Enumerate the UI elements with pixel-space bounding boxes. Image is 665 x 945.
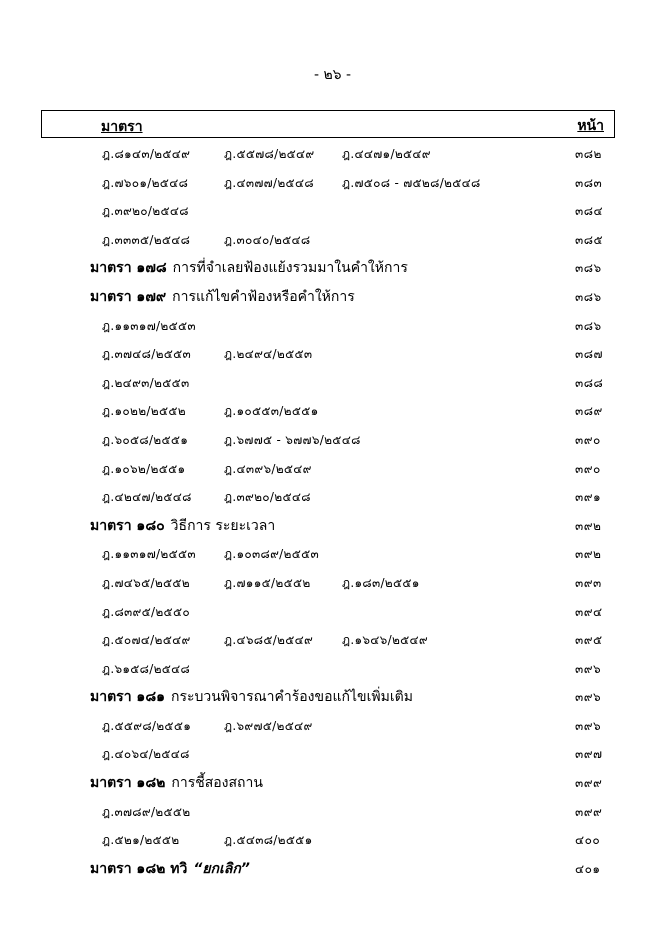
case-citation: ฎ.๖๑๕๘/๒๕๔๘ [102,661,191,676]
page-reference: ๓๙๖ [575,718,602,733]
case-citation: ฎ.๗๖๐๑/๒๕๔๘ [102,175,189,190]
page-reference: ๓๙๗ [575,747,603,762]
section-description: การที่จำเลยฟ้องแย้งรวมมาในคำให้การ [172,260,408,277]
case-citation: ฎ.๗๑๑๕/๒๕๕๒ [224,575,311,590]
case-citation: ฎ.๔๓๗๗/๒๕๔๘ [224,175,314,190]
page-reference: ๓๙๑ [575,490,602,505]
case-citation: ฎ.๓๗๘๙/๒๕๕๒ [102,804,191,819]
case-citation: ฎ.๑๐๖๒/๒๕๕๑ [102,461,186,476]
page-reference: ๓๘๗ [575,347,603,362]
section-heading-row [0,854,665,883]
section-description: การแก้ไขคำฟ้องหรือคำให้การ [172,288,355,305]
citation-row [0,396,665,425]
page-number: - ๒๖ - [313,67,352,83]
case-citation: ฎ.๘๓๙๕/๒๕๕๐ [102,604,190,619]
section-number: มาตรา ๑๗๙ [90,288,167,305]
page-reference: ๓๘๒ [575,147,602,161]
case-citation: ฎ.๘๑๔๓/๒๕๔๙ [102,147,191,161]
section-heading-row [0,511,665,540]
page-reference: ๓๘๖ [575,289,602,304]
section-number: มาตรา ๑๗๘ [90,260,167,277]
section-description: กระบวนพิจารณาคำร้องขอแก้ไขเพิ่มเติม [171,689,413,706]
page-reference: ๓๙๒ [575,518,602,533]
page-reference: ๓๙๖ [575,690,602,705]
page-reference: ๓๘๖ [575,318,602,333]
case-citation: ฎ.๕๒๑/๒๕๕๒ [102,833,180,848]
page-column-header: หน้า [577,118,604,134]
section-heading-row [0,282,665,311]
page-reference: ๓๙๙ [575,804,603,819]
page-reference: ๔๐๑ [575,861,601,876]
case-citation: ฎ.๖๗๗๕ - ๖๗๗๖/๒๕๔๘ [224,432,361,447]
case-citation: ฎ.๗๕๐๘ - ๗๕๒๘/๒๕๔๘ [342,175,481,190]
section-description: “ยกเลิก” [193,860,250,877]
citation-row [0,539,665,568]
citation-row [0,425,665,454]
citation-row [0,311,665,340]
page-reference: ๓๘๔ [575,204,604,219]
section-title [90,686,413,708]
page-reference: ๓๙๓ [575,575,602,590]
page-reference: ๓๘๓ [575,175,603,190]
case-citation: ฎ.๕๕๗๘/๒๕๔๙ [224,147,315,161]
section-heading-row [0,253,665,282]
citation-row [0,797,665,826]
page-reference: ๓๙๕ [575,633,603,648]
section-description: วิธีการ ระยะเวลา [170,517,276,534]
section-number: มาตรา ๑๘๐ [90,517,165,534]
case-citation: ฎ.๕๔๓๘/๒๕๕๑ [224,833,313,848]
case-citation: ฎ.๑๐๓๘๙/๒๕๕๓ [224,547,319,562]
case-citation: ฎ.๖๙๗๕/๒๕๔๙ [224,718,313,733]
citation-row [0,825,665,854]
citation-row [0,368,665,397]
section-heading-row [0,768,665,797]
page-reference: ๓๘๕ [575,232,604,247]
section-title [90,515,275,537]
citation-row [0,711,665,740]
section-title [90,858,250,880]
case-citation: ฎ.๑๐๕๕๓/๒๕๕๑ [224,404,319,419]
case-citation: ฎ.๑๘๓/๒๕๕๑ [342,575,420,590]
citation-row [0,168,665,197]
section-title [90,257,408,279]
section-title [90,772,263,794]
page-reference: ๓๙๐ [575,461,601,476]
case-citation: ฎ.๔๔๗๑/๒๕๔๙ [342,147,431,161]
case-citation: ฎ.๔๒๔๗/๒๕๔๘ [102,490,192,505]
page-reference: ๓๙๖ [575,661,602,676]
case-citation: ฎ.๕๐๗๔/๒๕๔๙ [102,633,191,648]
case-citation: ฎ.๑๖๔๖/๒๕๔๙ [342,633,429,648]
citation-row [0,196,665,225]
citation-row [0,597,665,626]
page-reference: ๓๘๖ [575,261,602,276]
case-citation: ฎ.๔๐๖๔/๒๕๔๘ [102,747,190,762]
page-reference: ๓๘๙ [575,404,603,419]
citation-row [0,225,665,254]
section-title [90,286,355,308]
page-reference: ๓๘๘ [575,375,604,390]
section-description: การชี้สองสถาน [171,775,263,792]
case-citation: ฎ.๖๐๕๘/๒๕๕๑ [102,432,189,447]
citation-row [0,339,665,368]
case-citation: ฎ.๒๔๙๓/๒๕๕๓ [102,375,190,390]
section-heading-row [0,682,665,711]
page-reference: ๓๙๔ [575,604,603,619]
case-citation: ฎ.๕๕๙๘/๒๕๕๑ [102,718,192,733]
citation-row [0,139,665,168]
citation-row [0,454,665,483]
case-citation: ฎ.๑๐๒๒/๒๕๕๒ [102,404,186,419]
case-citation: ฎ.๑๑๓๑๗/๒๕๕๓ [102,318,196,333]
case-citation: ฎ.๓๗๔๘/๒๕๕๓ [102,347,192,362]
citation-row [0,568,665,597]
page-reference: ๓๙๙ [575,776,603,791]
case-citation: ฎ.๔๓๙๖/๒๕๔๙ [224,461,312,476]
case-citation: ฎ.๓๙๒๐/๒๕๔๘ [224,490,311,505]
case-citation: ฎ.๓๐๔๐/๒๕๔๘ [224,232,311,247]
citation-row [0,482,665,511]
page-reference: ๓๙๒ [575,547,602,562]
section-number: มาตรา ๑๘๑ [90,689,166,706]
case-citation: ฎ.๓๙๒๐/๒๕๔๘ [102,204,189,219]
index-list [0,139,665,882]
case-citation: ฎ.๑๑๓๑๗/๒๕๕๓ [102,547,196,562]
page-reference: ๔๐๐ [575,833,601,848]
table-header [41,110,615,138]
case-citation: ฎ.๗๔๖๕/๒๕๕๒ [102,575,191,590]
citation-row [0,739,665,768]
section-number: มาตรา ๑๘๒ [90,775,166,792]
case-citation: ฎ.๔๖๘๕/๒๕๔๙ [224,633,314,648]
citation-row [0,654,665,683]
citation-row [0,625,665,654]
section-number: มาตรา ๑๘๒ ทวิ [90,860,188,877]
section-column-header: มาตรา [101,119,143,135]
page-reference: ๓๙๐ [575,432,601,447]
case-citation: ฎ.๒๔๙๔/๒๕๕๓ [224,347,313,362]
case-citation: ฎ.๓๓๓๕/๒๕๔๘ [102,232,191,247]
